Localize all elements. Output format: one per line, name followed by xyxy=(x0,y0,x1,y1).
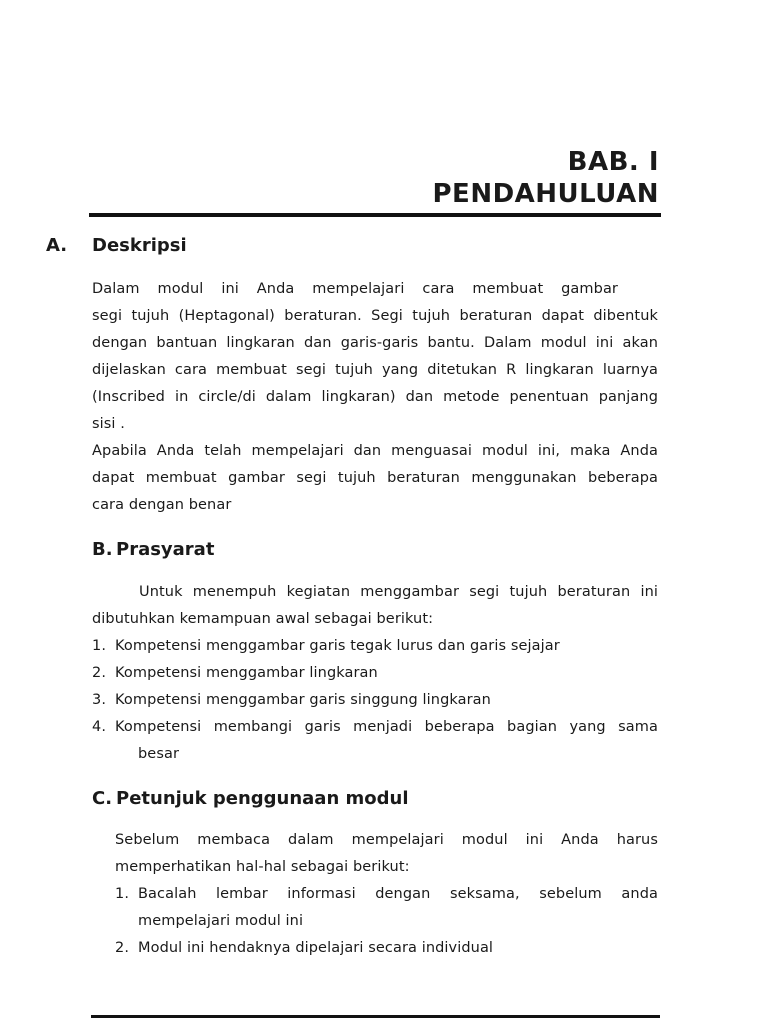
chapter-heading xyxy=(433,146,660,210)
list-item xyxy=(92,633,658,660)
list-item xyxy=(115,881,658,935)
list-number: 3. xyxy=(92,692,107,708)
list-text: Kompetensi menggambar garis singgung lingkaran xyxy=(115,692,491,708)
chapter-title: PENDAHULUAN xyxy=(432,179,659,209)
list-number: 2. xyxy=(92,665,107,681)
list-number: 2. xyxy=(115,940,130,956)
text-line: dibutuhkan kemampuan awal sebagai berikut: xyxy=(92,611,434,627)
text-line: cara dengan benar xyxy=(92,497,232,513)
text-line: dapat membuat gambar segi tujuh beraturan menggunakan beberapa xyxy=(92,470,658,486)
section-a-paragraph xyxy=(92,276,658,519)
section-a-title: Deskripsi xyxy=(92,235,187,256)
section-c-title: Petunjuk penggunaan modul xyxy=(116,788,409,809)
list-text: Kompetensi menggambar garis tegak lurus dan garis sejajar xyxy=(115,638,560,654)
list-text: Bacalah lembar informasi dengan seksama, sebelum anda xyxy=(138,886,658,902)
text-line: memperhatikan hal-hal sebagai berikut: xyxy=(115,859,410,875)
footer-rule xyxy=(91,1015,660,1018)
text-line: Apabila Anda telah mempelajari dan menguasai modul ini, maka Anda xyxy=(92,443,658,459)
chapter-number: BAB. I xyxy=(567,147,659,177)
list-text-continued: mempelajari modul ini xyxy=(138,913,304,929)
section-a-letter: A. xyxy=(46,235,68,256)
section-b-paragraph xyxy=(92,579,658,768)
list-text: Modul ini hendaknya dipelajari secara individual xyxy=(138,940,494,956)
list-item xyxy=(92,660,658,687)
text-line: Untuk menempuh kegiatan menggambar segi tujuh beraturan ini xyxy=(139,584,658,600)
text-line: dijelaskan cara membuat segi tujuh yang ditetukan R lingkaran luarnya xyxy=(92,362,658,378)
section-b-heading xyxy=(92,539,214,561)
list-item xyxy=(92,714,658,768)
list-number: 4. xyxy=(92,719,107,735)
text-line: Sebelum membaca dalam mempelajari modul ini Anda harus xyxy=(115,832,658,848)
section-b-title: Prasyarat xyxy=(116,539,215,560)
header-rule xyxy=(89,213,661,217)
section-a-heading xyxy=(46,235,187,257)
section-c-paragraph xyxy=(115,827,658,962)
section-c-heading xyxy=(92,788,409,810)
list-number: 1. xyxy=(115,886,130,902)
list-text-continued: besar xyxy=(138,746,180,762)
section-b-letter: B. xyxy=(92,539,113,560)
list-text: Kompetensi menggambar lingkaran xyxy=(115,665,378,681)
text-line: Dalam modul ini Anda mempelajari cara membuat gambar xyxy=(92,281,618,297)
text-line: segi tujuh (Heptagonal) beraturan. Segi tujuh beraturan dapat dibentuk xyxy=(92,308,658,324)
text-line: dengan bantuan lingkaran dan garis-garis bantu. Dalam modul ini akan xyxy=(92,335,658,351)
text-line: sisi . xyxy=(92,416,125,432)
text-line: (Inscribed in circle/di dalam lingkaran) dan metode penentuan panjang xyxy=(92,389,658,405)
list-number: 1. xyxy=(92,638,107,654)
list-item xyxy=(115,935,658,962)
list-text: Kompetensi membangi garis menjadi beberapa bagian yang sama xyxy=(115,719,658,735)
list-item xyxy=(92,687,658,714)
section-c-letter: C. xyxy=(92,788,113,809)
